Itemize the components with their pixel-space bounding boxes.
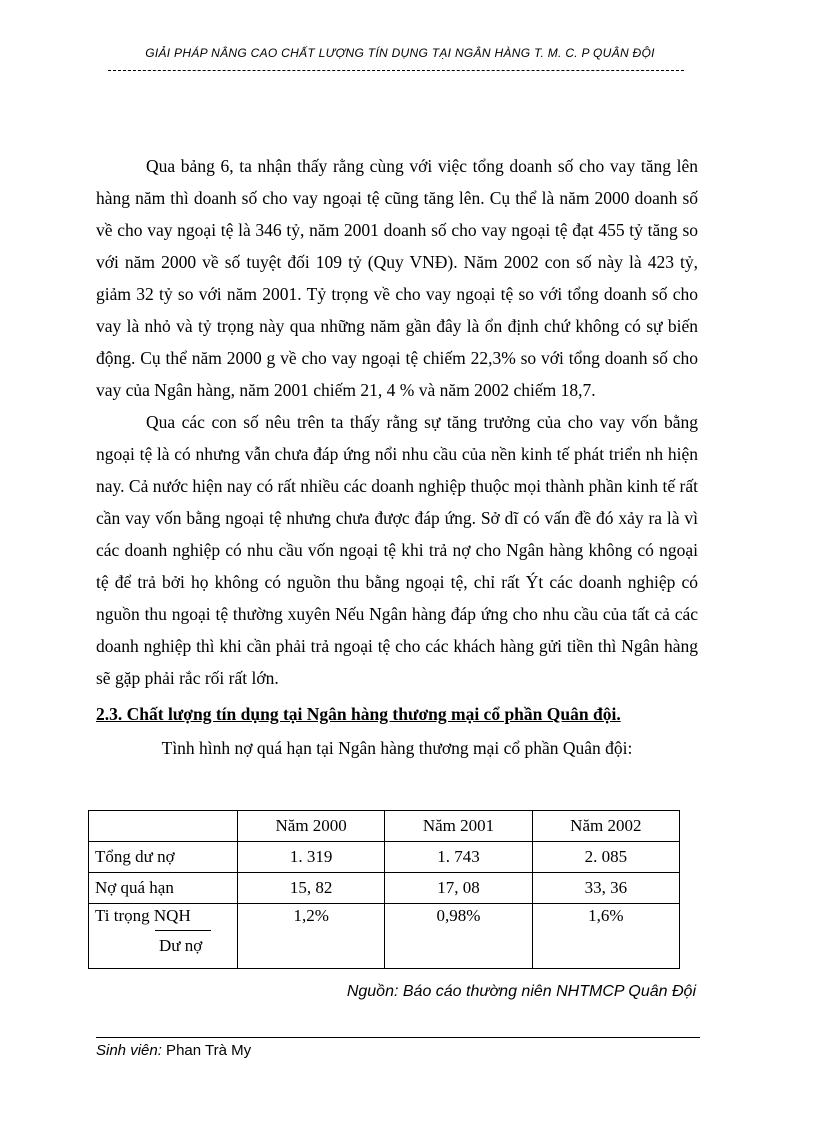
section-title: 2.3. Chất lượng tín dụng tại Ngân hàng thương mại cổ phần Quân đội. <box>96 704 621 724</box>
header-cell-2002: Năm 2002 <box>532 811 679 842</box>
paragraph-1: Qua bảng 6, ta nhận thấy rằng cùng với việc tổng doanh số cho vay tăng lên hàng năm thì doanh số cho vay ngoại tệ cũng tăng lên. Cụ thể là năm 2000 doanh số về cho vay ngoại tệ là 346 tỷ, năm 2001 doanh số cho vay ngoại tệ đạt 455 tỷ tăng so với năm 2000 về số tuyệt đối 109 tỷ (Quy VNĐ). Năm 2002 con số này là 423 tỷ, giảm 32 tỷ so với năm 2001. Tỷ trọng về cho vay ngoại tệ so với tổng doanh số cho vay là nhỏ và tỷ trọng này qua những năm gần đây là ổn định chứ không có sự biến động. Cụ thể năm 2000 g về cho vay ngoại tệ chiếm 22,3% so với tổng doanh số cho vay của Ngân hàng, năm 2001 chiếm 21, 4 % và năm 2002 chiếm 18,7. <box>96 156 698 400</box>
header-cell-2000: Năm 2000 <box>238 811 385 842</box>
table-header-row <box>89 811 680 842</box>
document-body <box>96 150 698 764</box>
header-cell-empty <box>89 811 238 842</box>
student-label: Sinh viên <box>96 1042 158 1059</box>
fraction-bar <box>155 930 211 931</box>
table-cell: 1. 319 <box>238 842 385 873</box>
overdue-debt-table <box>88 810 680 969</box>
ratio-denominator: Dư nợ <box>159 936 203 955</box>
table-source: Nguồn: Báo cáo thường niên NHTMCP Quân Đội <box>346 983 696 1000</box>
row-label-overdue-debt: Nợ quá hạn <box>89 873 238 904</box>
table-cell: 1,2% <box>238 904 385 969</box>
student-label-separator: : <box>157 1042 162 1059</box>
table-cell: 0,98% <box>385 904 532 969</box>
table-cell: 17, 08 <box>385 873 532 904</box>
table-cell: 15, 82 <box>238 873 385 904</box>
page-footer <box>96 1042 251 1059</box>
header-divider <box>108 70 684 71</box>
table-row <box>89 842 680 873</box>
row-label-ratio <box>89 904 238 969</box>
header-cell-2001: Năm 2001 <box>385 811 532 842</box>
row-label-total-debt: Tổng dư nợ <box>89 842 238 873</box>
table-cell: 1. 743 <box>385 842 532 873</box>
ratio-prefix: Ti trọng <box>95 906 154 925</box>
table-caption: Tình hình nợ quá hạn tại Ngân hàng thương mại cổ phần Quân đội: <box>161 738 633 758</box>
table-cell: 33, 36 <box>532 873 679 904</box>
ratio-numerator: NQH <box>153 906 191 925</box>
page-header: GIẢI PHÁP NÂNG CAO CHẤT LƯỢNG TÍN DỤNG TẠI NGÂN HÀNG T. M. C. P QUÂN ĐỘI <box>145 46 655 60</box>
table-cell: 2. 085 <box>532 842 679 873</box>
student-name: Phan Trà My <box>161 1042 252 1059</box>
table-row <box>89 904 680 969</box>
table-cell: 1,6% <box>532 904 679 969</box>
footer-divider <box>96 1037 700 1038</box>
table-row <box>89 873 680 904</box>
paragraph-2: Qua các con số nêu trên ta thấy rằng sự tăng trưởng của cho vay vốn bằng ngoại tệ là có nhưng vẫn chưa đáp ứng nổi nhu cầu của nền kinh tế phát triển nh hiện nay. Cả nước hiện nay có rất nhiều các doanh nghiệp thuộc mọi thành phần kinh tế rất cần vay vốn bằng ngoại tệ nhưng chưa được đáp ứng. Sở dĩ có vấn đề đó xảy ra là vì các doanh nghiệp có nhu cầu vốn ngoại tệ khi trả nợ cho Ngân hàng không có ngoại tệ để trả bởi họ không có nguồn thu bằng ngoại tệ, chỉ rất Ýt các doanh nghiệp có nguồn thu ngoại tệ thường xuyên Nếu Ngân hàng đáp ứng cho nhu cầu của tất cả các doanh nghiệp thì khi cần phải trả ngoại tệ cho các khách hàng gửi tiền thì Ngân hàng sẽ gặp phải rắc rối rất lớn. <box>96 412 698 688</box>
